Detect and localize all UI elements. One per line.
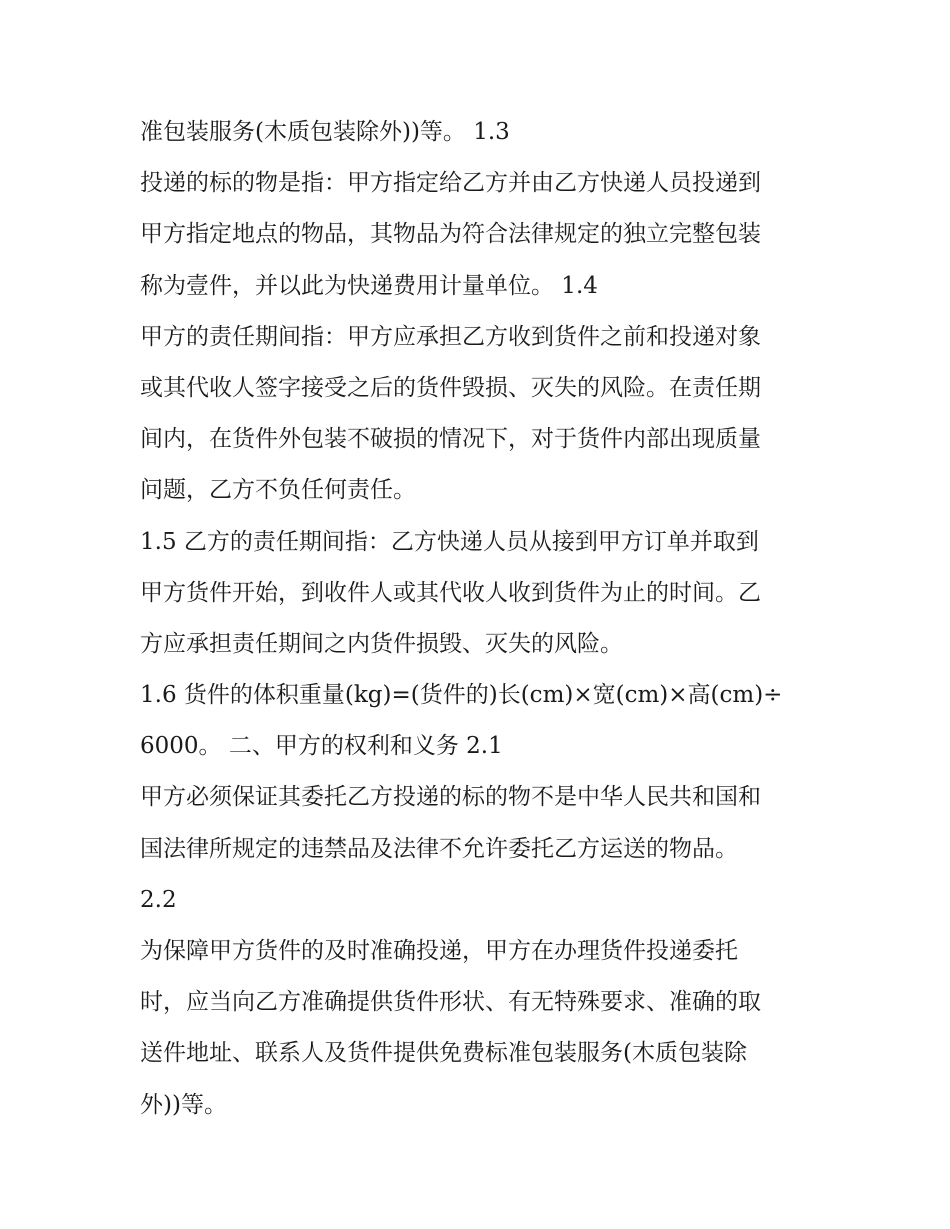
- text-line: 国法律所规定的违禁品及法律不允许委托乙方运送的物品。: [140, 835, 738, 862]
- text-line: 甲方必须保证其委托乙方投递的标的物不是中华人民共和国和: [140, 784, 761, 811]
- text-line: 2.2: [140, 886, 177, 913]
- text-line: 为保障甲方货件的及时准确投递，甲方在办理货件投递委托: [140, 938, 738, 964]
- text-line: 甲方货件开始，到收件人或其代收人收到货件为止的时间。乙: [140, 579, 761, 606]
- document-body: [140, 107, 830, 1131]
- text-line: 或其代收人签字接受之后的货件毁损、灭失的风险。在责任期: [140, 374, 761, 401]
- text-line: 称为壹件，并以此为快递费用计量单位。 1.4: [140, 272, 598, 299]
- text-line: 甲方的责任期间指：甲方应承担乙方收到货件之前和投递对象: [140, 323, 761, 350]
- text-line: 间内，在货件外包装不破损的情况下，对于货件内部出现质量: [140, 426, 761, 453]
- text-line: 6000。 二、甲方的权利和义务 2.1: [140, 733, 503, 760]
- text-line: 问题，乙方不负任何责任。: [140, 477, 416, 504]
- text-line: 时，应当向乙方准确提供货件形状、有无特殊要求、准确的取: [140, 989, 761, 1016]
- text-line: 外))等。: [140, 1091, 227, 1118]
- text-line: 1.6 货件的体积重量(kg)=(货件的)长(cm)×宽(cm)×高(cm)÷: [140, 682, 783, 709]
- text-line: 投递的标的物是指：甲方指定给乙方并由乙方快递人员投递到: [140, 170, 761, 197]
- text-line: 1.5 乙方的责任期间指：乙方快递人员从接到甲方订单并取到: [140, 528, 759, 555]
- text-line: 甲方指定地点的物品，其物品为符合法律规定的独立完整包装: [140, 221, 761, 248]
- text-line: 方应承担责任期间之内货件损毁、灭失的风险。: [140, 630, 623, 657]
- text-line: 准包装服务(木质包装除外))等。 1.3: [140, 119, 510, 145]
- text-line: 送件地址、联系人及货件提供免费标准包装服务(木质包装除: [140, 1040, 747, 1067]
